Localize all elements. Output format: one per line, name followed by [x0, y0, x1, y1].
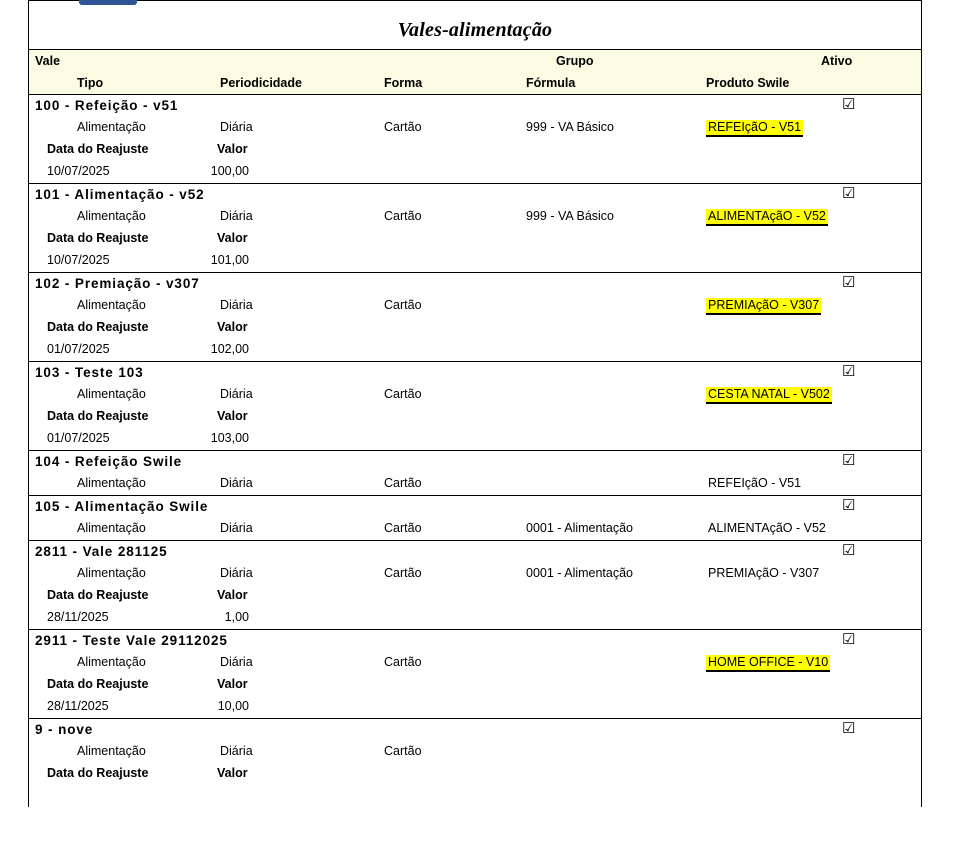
reajuste-row: [29, 161, 921, 183]
reajuste-header-row: [29, 406, 921, 428]
reajuste-header-row: [29, 585, 921, 607]
reajuste-row: [29, 339, 921, 361]
column-header-data-reajuste: Data do Reajuste: [47, 409, 149, 423]
reajuste-header-row: [29, 674, 921, 696]
cell-forma: Cartão: [384, 521, 422, 535]
cell-data-reajuste: 28/11/2025: [47, 610, 109, 624]
produto-value: REFEIçãO - V51: [708, 476, 802, 490]
cell-valor: 101,00: [210, 253, 249, 267]
cell-data-reajuste: 01/07/2025: [47, 431, 110, 445]
cell-valor: 1,00: [224, 610, 249, 624]
column-header-vale: Vale: [35, 54, 61, 68]
cell-forma: Cartão: [384, 120, 422, 134]
vale-name: 101 - Alimentação - v52: [35, 187, 205, 202]
ativo-checkbox[interactable]: ☑: [842, 185, 856, 202]
cell-periodicidade: Diária: [220, 298, 253, 312]
vale-group: [29, 541, 921, 630]
vale-detail-row: [29, 295, 921, 317]
table-header-sub-row: [29, 72, 921, 94]
report-frame: [28, 0, 922, 807]
cell-periodicidade: Diária: [220, 744, 253, 758]
ativo-checkbox[interactable]: ☑: [842, 720, 856, 737]
cell-tipo: Alimentação: [77, 209, 146, 223]
vale-name-row: [29, 184, 921, 206]
reajuste-header-row: [29, 228, 921, 250]
produto-highlighted: PREMIAçãO - V307: [706, 298, 821, 315]
vale-detail-row: [29, 117, 921, 139]
vale-group: [29, 184, 921, 273]
reajuste-header-row: [29, 139, 921, 161]
vale-name: 2911 - Teste Vale 29112025: [35, 633, 228, 648]
toolbar-strip: [29, 0, 921, 11]
vale-name-row: [29, 630, 921, 652]
cell-tipo: Alimentação: [77, 298, 146, 312]
cell-periodicidade: Diária: [220, 476, 253, 490]
vale-group: [29, 496, 921, 541]
column-header-data-reajuste: Data do Reajuste: [47, 231, 149, 245]
cell-produto-swile: [706, 521, 828, 535]
produto-highlighted: REFEIçãO - V51: [706, 120, 803, 137]
column-header-produto-swile: Produto Swile: [706, 76, 790, 90]
cell-valor: 10,00: [217, 699, 249, 713]
cell-tipo: Alimentação: [77, 566, 146, 580]
vale-name-row: [29, 362, 921, 384]
column-header-data-reajuste: Data do Reajuste: [47, 588, 149, 602]
vale-detail-row: [29, 473, 921, 495]
column-header-forma: Forma: [384, 76, 423, 90]
cell-forma: Cartão: [384, 476, 422, 490]
column-header-tipo: Tipo: [77, 76, 104, 90]
cell-produto-swile: [706, 566, 821, 580]
ativo-checkbox[interactable]: ☑: [842, 96, 856, 113]
table-header-top-row: [29, 50, 921, 72]
cell-produto-swile: [706, 298, 821, 312]
toolbar-button[interactable]: [79, 0, 137, 5]
vale-name: 104 - Refeição Swile: [35, 454, 183, 469]
produto-value: ALIMENTAçãO - V52: [708, 521, 826, 535]
vale-group: [29, 95, 921, 184]
ativo-checkbox[interactable]: ☑: [842, 452, 856, 469]
cell-data-reajuste: 10/07/2025: [47, 253, 110, 267]
cell-forma: Cartão: [384, 209, 422, 223]
vale-name-row: [29, 273, 921, 295]
cell-tipo: Alimentação: [77, 387, 146, 401]
cell-periodicidade: Diária: [220, 655, 253, 669]
vale-name-row: [29, 496, 921, 518]
reajuste-row: [29, 428, 921, 450]
column-header-periodicidade: Periodicidade: [220, 76, 302, 90]
cell-formula: 999 - VA Básico: [526, 209, 615, 223]
cell-forma: Cartão: [384, 387, 422, 401]
ativo-checkbox[interactable]: ☑: [842, 631, 856, 648]
cell-periodicidade: Diária: [220, 387, 253, 401]
ativo-checkbox[interactable]: ☑: [842, 274, 856, 291]
vale-detail-row: [29, 206, 921, 228]
cell-forma: Cartão: [384, 655, 422, 669]
vale-name: 102 - Premiação - v307: [35, 276, 200, 291]
reajuste-header-row: [29, 763, 921, 785]
vale-name: 9 - nove: [35, 722, 94, 737]
report-title-row: [29, 11, 921, 50]
column-header-valor: Valor: [217, 320, 248, 334]
cell-tipo: Alimentação: [77, 744, 146, 758]
column-header-data-reajuste: Data do Reajuste: [47, 320, 149, 334]
cell-forma: Cartão: [384, 744, 422, 758]
cell-periodicidade: Diária: [220, 566, 253, 580]
vale-detail-row: [29, 518, 921, 540]
cell-periodicidade: Diária: [220, 120, 253, 134]
cell-valor: 100,00: [210, 164, 249, 178]
column-header-data-reajuste: Data do Reajuste: [47, 766, 149, 780]
produto-value: PREMIAçãO - V307: [708, 566, 820, 580]
cell-tipo: Alimentação: [77, 476, 146, 490]
cell-tipo: Alimentação: [77, 120, 146, 134]
column-header-valor: Valor: [217, 231, 248, 245]
vale-name: 105 - Alimentação Swile: [35, 499, 209, 514]
vale-name-row: [29, 719, 921, 741]
vale-name-row: [29, 451, 921, 473]
cell-formula: 0001 - Alimentação: [526, 521, 634, 535]
cell-tipo: Alimentação: [77, 655, 146, 669]
cell-periodicidade: Diária: [220, 521, 253, 535]
column-header-valor: Valor: [217, 766, 248, 780]
page-title: Vales-alimentação: [397, 18, 553, 41]
produto-highlighted: HOME OFFICE - V10: [706, 655, 830, 672]
column-header-data-reajuste: Data do Reajuste: [47, 142, 149, 156]
table-body: [29, 95, 921, 807]
ativo-checkbox[interactable]: ☑: [842, 363, 856, 380]
vale-detail-row: [29, 563, 921, 585]
column-header-valor: Valor: [217, 677, 248, 691]
column-header-data-reajuste: Data do Reajuste: [47, 677, 149, 691]
reajuste-row: [29, 785, 921, 807]
cell-periodicidade: Diária: [220, 209, 253, 223]
reajuste-row: [29, 696, 921, 718]
cell-forma: Cartão: [384, 566, 422, 580]
cell-forma: Cartão: [384, 298, 422, 312]
vale-detail-row: [29, 741, 921, 763]
cell-formula: 0001 - Alimentação: [526, 566, 634, 580]
column-header-ativo: Ativo: [821, 54, 853, 68]
vale-name: 100 - Refeição - v51: [35, 98, 179, 113]
cell-produto-swile: [706, 209, 828, 223]
produto-highlighted: CESTA NATAL - V502: [706, 387, 832, 404]
vale-name: 103 - Teste 103: [35, 365, 144, 380]
column-header-valor: Valor: [217, 588, 248, 602]
cell-data-reajuste: 28/11/2025: [47, 699, 109, 713]
reajuste-row: [29, 250, 921, 272]
cell-tipo: Alimentação: [77, 521, 146, 535]
ativo-checkbox[interactable]: ☑: [842, 497, 856, 514]
cell-produto-swile: [706, 476, 803, 490]
vale-group: [29, 630, 921, 719]
cell-data-reajuste: 01/07/2025: [47, 342, 110, 356]
vale-group: [29, 451, 921, 496]
cell-valor: 102,00: [210, 342, 249, 356]
cell-produto-swile: [706, 387, 832, 401]
column-header-valor: Valor: [217, 142, 248, 156]
vale-group: [29, 719, 921, 807]
ativo-checkbox[interactable]: ☑: [842, 542, 856, 559]
vale-detail-row: [29, 652, 921, 674]
column-header-grupo: Grupo: [556, 54, 594, 68]
table-header: [29, 50, 921, 95]
vale-group: [29, 273, 921, 362]
column-header-valor: Valor: [217, 409, 248, 423]
cell-produto-swile: [706, 120, 803, 134]
produto-highlighted: ALIMENTAçãO - V52: [706, 209, 828, 226]
cell-valor: 103,00: [210, 431, 249, 445]
column-header-formula: Fórmula: [526, 76, 576, 90]
reajuste-header-row: [29, 317, 921, 339]
reajuste-row: [29, 607, 921, 629]
vale-group: [29, 362, 921, 451]
cell-formula: 999 - VA Básico: [526, 120, 615, 134]
vale-detail-row: [29, 384, 921, 406]
cell-data-reajuste: 10/07/2025: [47, 164, 110, 178]
vale-name-row: [29, 541, 921, 563]
page-left-gutter: [0, 0, 28, 847]
vale-name: 2811 - Vale 281125: [35, 544, 168, 559]
vale-name-row: [29, 95, 921, 117]
cell-produto-swile: [706, 655, 830, 669]
